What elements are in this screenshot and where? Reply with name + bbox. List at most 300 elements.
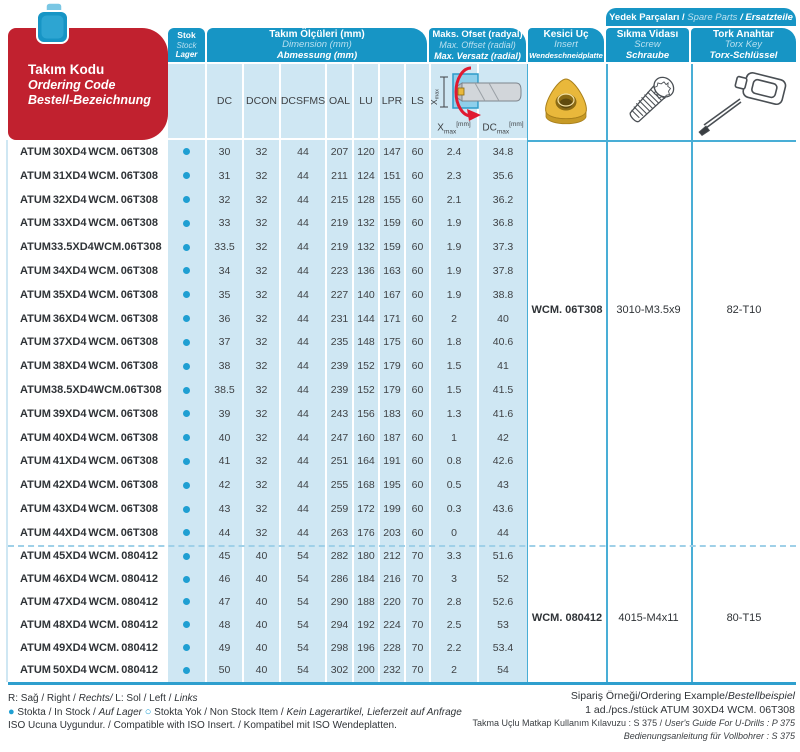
cell-lpr: 175 bbox=[378, 331, 404, 355]
code-token: WCM. bbox=[88, 526, 119, 539]
cell-dcon: 32 bbox=[242, 140, 279, 164]
code-token: ATUM bbox=[20, 169, 51, 182]
cell-dcsfms: 54 bbox=[279, 636, 325, 659]
code-token: ATUM bbox=[20, 641, 51, 654]
col-header-dcon: DCON bbox=[242, 64, 279, 138]
code-token: 06T308 bbox=[120, 336, 158, 349]
cell-ls: 60 bbox=[404, 450, 429, 474]
cell-dcsfms: 44 bbox=[279, 259, 325, 283]
code-token: ATUM bbox=[20, 360, 51, 373]
cell-dc: 33 bbox=[205, 211, 242, 235]
cell-dcsfms: 54 bbox=[279, 659, 325, 682]
cell-lpr: 183 bbox=[378, 402, 404, 426]
cell-dcmax: 38.8 bbox=[477, 283, 527, 307]
tool-code bbox=[8, 331, 168, 355]
cell-dcsfms: 44 bbox=[279, 521, 325, 545]
cell-dcsfms: 44 bbox=[279, 140, 325, 164]
cell-lu: 152 bbox=[352, 354, 378, 378]
table-row bbox=[8, 590, 527, 613]
cell-lu: 132 bbox=[352, 235, 378, 259]
stock-cell bbox=[168, 426, 205, 450]
code-token: 080412 bbox=[121, 550, 158, 563]
code-token: WCM. bbox=[88, 169, 119, 182]
table-body bbox=[8, 140, 527, 682]
cell-lpr: 179 bbox=[378, 354, 404, 378]
group1-insert-code: WCM. 06T308 bbox=[531, 304, 603, 316]
cell-oal: 247 bbox=[325, 426, 352, 450]
code-token: 37XD4 bbox=[52, 336, 87, 349]
code-token: ATUM bbox=[20, 595, 51, 608]
tool-code bbox=[8, 613, 168, 636]
cell-xmax: 2.8 bbox=[429, 590, 477, 613]
cell-dcmax: 52.6 bbox=[477, 590, 527, 613]
cell-dcsfms: 44 bbox=[279, 497, 325, 521]
code-token: 50XD4 bbox=[53, 664, 87, 677]
cell-lu: 176 bbox=[352, 521, 378, 545]
cell-dcmax: 51.6 bbox=[477, 545, 527, 568]
cell-lu: 172 bbox=[352, 497, 378, 521]
cell-dcsfms: 54 bbox=[279, 545, 325, 568]
table-row bbox=[8, 211, 527, 235]
cell-lu: 184 bbox=[352, 568, 378, 591]
in-stock-dot-icon bbox=[183, 148, 190, 155]
panel-divider bbox=[606, 64, 608, 682]
cell-dcmax: 35.6 bbox=[477, 164, 527, 188]
code-token: WCM. bbox=[88, 664, 120, 677]
cell-lu: 128 bbox=[352, 188, 378, 212]
code-token: WCM. bbox=[93, 384, 125, 397]
code-token: WCM. bbox=[88, 336, 119, 349]
code-token: WCM. bbox=[88, 288, 119, 301]
table-row bbox=[8, 613, 527, 636]
cell-oal: 219 bbox=[325, 235, 352, 259]
code-token: WCM. bbox=[88, 595, 120, 608]
code-token: WCM. bbox=[88, 360, 119, 373]
in-stock-dot-icon bbox=[183, 339, 190, 346]
code-token: 45XD4 bbox=[53, 550, 87, 563]
code-token: ATUM bbox=[20, 241, 51, 254]
cell-oal: 211 bbox=[325, 164, 352, 188]
col-header-lpr: LPR bbox=[378, 64, 404, 138]
cell-dcmax: 54 bbox=[477, 659, 527, 682]
cell-lpr: 228 bbox=[378, 636, 404, 659]
catalog-table bbox=[8, 8, 796, 684]
cell-ls: 60 bbox=[404, 211, 429, 235]
cell-lpr: 199 bbox=[378, 497, 404, 521]
cell-dc: 49 bbox=[205, 636, 242, 659]
dimensions-header-en: Dimension (mm) bbox=[282, 39, 352, 51]
cell-lpr: 212 bbox=[378, 545, 404, 568]
tool-code bbox=[8, 188, 168, 212]
code-token: ATUM bbox=[20, 407, 51, 420]
cell-dcon: 32 bbox=[242, 450, 279, 474]
cell-oal: 219 bbox=[325, 211, 352, 235]
tool-code bbox=[8, 426, 168, 450]
cell-dc: 39 bbox=[205, 402, 242, 426]
cell-dcsfms: 44 bbox=[279, 426, 325, 450]
cell-lpr: 155 bbox=[378, 188, 404, 212]
group1-screw-code: 3010-M3.5x9 bbox=[616, 304, 681, 316]
tool-code bbox=[8, 473, 168, 497]
cell-lu: 136 bbox=[352, 259, 378, 283]
code-token: 080412 bbox=[121, 641, 158, 654]
stock-cell bbox=[168, 235, 205, 259]
code-token: WCM. bbox=[88, 407, 119, 420]
table-left-edge bbox=[6, 140, 8, 682]
cell-xmax: 1 bbox=[429, 426, 477, 450]
in-stock-dot-icon bbox=[183, 434, 190, 441]
cell-dcsfms: 44 bbox=[279, 331, 325, 355]
table-row bbox=[8, 545, 527, 568]
code-token: ATUM bbox=[20, 455, 51, 468]
cell-lpr: 232 bbox=[378, 659, 404, 682]
cell-xmax: 2.3 bbox=[429, 164, 477, 188]
cell-oal: 259 bbox=[325, 497, 352, 521]
cell-dcsfms: 54 bbox=[279, 568, 325, 591]
code-token: ATUM bbox=[20, 431, 51, 444]
svg-text:Xmax: Xmax bbox=[429, 88, 441, 105]
in-stock-dot-icon bbox=[183, 220, 190, 227]
tool-code bbox=[8, 636, 168, 659]
cell-dc: 34 bbox=[205, 259, 242, 283]
cell-oal: 282 bbox=[325, 545, 352, 568]
cell-ls: 60 bbox=[404, 521, 429, 545]
cell-dcon: 32 bbox=[242, 164, 279, 188]
cell-dc: 48 bbox=[205, 613, 242, 636]
cell-dcmax: 34.8 bbox=[477, 140, 527, 164]
in-stock-dot-icon bbox=[183, 621, 190, 628]
table-row bbox=[8, 140, 527, 164]
spare-parts-bar bbox=[606, 8, 796, 26]
dimensions-header-de: Abmessung (mm) bbox=[276, 49, 358, 61]
cell-oal: 227 bbox=[325, 283, 352, 307]
footer-line: R: Sağ / Right / Rechts/ L: Sol / Left / Links bbox=[8, 693, 198, 704]
tool-code bbox=[8, 211, 168, 235]
table-row bbox=[8, 354, 527, 378]
stock-cell bbox=[168, 613, 205, 636]
cell-dcsfms: 54 bbox=[279, 590, 325, 613]
code-token: 06T308 bbox=[120, 526, 158, 539]
cell-dcsfms: 44 bbox=[279, 354, 325, 378]
in-stock-dot-icon bbox=[183, 363, 190, 370]
stock-cell bbox=[168, 473, 205, 497]
code-token: 06T308 bbox=[124, 241, 162, 254]
code-token: 06T308 bbox=[120, 193, 158, 206]
cell-ls: 60 bbox=[404, 497, 429, 521]
code-token: 33.5XD4 bbox=[50, 241, 94, 254]
table-row bbox=[8, 568, 527, 591]
cell-lu: 168 bbox=[352, 473, 378, 497]
tool-code bbox=[8, 283, 168, 307]
tool-code bbox=[8, 590, 168, 613]
cell-dcmax: 42 bbox=[477, 426, 527, 450]
cell-dcmax: 41.5 bbox=[477, 378, 527, 402]
table-row bbox=[8, 659, 527, 682]
cell-xmax: 1.9 bbox=[429, 259, 477, 283]
cell-dcsfms: 44 bbox=[279, 307, 325, 331]
cell-dc: 40 bbox=[205, 426, 242, 450]
cell-dcon: 32 bbox=[242, 307, 279, 331]
cell-lpr: 147 bbox=[378, 140, 404, 164]
code-token: ATUM bbox=[20, 526, 51, 539]
cell-lu: 148 bbox=[352, 331, 378, 355]
stock-cell bbox=[168, 307, 205, 331]
cell-xmax: 0 bbox=[429, 521, 477, 545]
cell-dcsfms: 44 bbox=[279, 402, 325, 426]
table-row bbox=[8, 331, 527, 355]
cell-dc: 31 bbox=[205, 164, 242, 188]
code-token: ATUM bbox=[20, 550, 51, 563]
cell-xmax: 1.9 bbox=[429, 283, 477, 307]
stock-cell bbox=[168, 497, 205, 521]
cell-dc: 33.5 bbox=[205, 235, 242, 259]
code-token: WCM. bbox=[88, 618, 120, 631]
panel-divider bbox=[691, 64, 693, 682]
table-row bbox=[8, 378, 527, 402]
cell-oal: 302 bbox=[325, 659, 352, 682]
cell-lpr: 167 bbox=[378, 283, 404, 307]
footer-line: ● Stokta / In Stock / Auf Lager ○ Stokta Yok / Non Stock Item / Kein Lagerartikel, Lieferzeit auf Anfrage bbox=[8, 705, 462, 718]
stock-cell bbox=[168, 568, 205, 591]
cell-dcon: 40 bbox=[242, 590, 279, 613]
cell-oal: 255 bbox=[325, 473, 352, 497]
cell-dc: 44 bbox=[205, 521, 242, 545]
cell-ls: 60 bbox=[404, 354, 429, 378]
cell-dcmax: 43.6 bbox=[477, 497, 527, 521]
cell-oal: 207 bbox=[325, 140, 352, 164]
in-stock-dot-icon bbox=[183, 576, 190, 583]
cell-lpr: 203 bbox=[378, 521, 404, 545]
cell-dcsfms: 44 bbox=[279, 473, 325, 497]
max-offset-header bbox=[429, 28, 526, 62]
footer-line: ISO Ucuna Uygundur. / Compatible with ISO Insert. / Kompatibel mit ISO Wendeplatten. bbox=[8, 720, 397, 731]
cell-lpr: 216 bbox=[378, 568, 404, 591]
insert-header-en: Insert bbox=[554, 39, 578, 51]
code-token: 44XD4 bbox=[52, 526, 87, 539]
table-row bbox=[8, 636, 527, 659]
cell-ls: 70 bbox=[404, 568, 429, 591]
code-token: 39XD4 bbox=[52, 407, 87, 420]
in-stock-dot-icon bbox=[183, 458, 190, 465]
cell-lu: 156 bbox=[352, 402, 378, 426]
ordering-code-header bbox=[8, 28, 168, 140]
code-token: ATUM bbox=[20, 336, 51, 349]
stock-cell bbox=[168, 331, 205, 355]
code-token: WCM. bbox=[88, 479, 119, 492]
cell-dc: 45 bbox=[205, 545, 242, 568]
cell-dcsfms: 44 bbox=[279, 188, 325, 212]
cell-dcon: 32 bbox=[242, 235, 279, 259]
cell-xmax: 1.3 bbox=[429, 402, 477, 426]
cell-lu: 140 bbox=[352, 283, 378, 307]
code-token: ATUM bbox=[20, 264, 51, 277]
cell-lpr: 163 bbox=[378, 259, 404, 283]
cell-ls: 70 bbox=[404, 590, 429, 613]
group-separator bbox=[8, 545, 796, 547]
screw-header-de: Schraube bbox=[625, 49, 670, 61]
cell-dcon: 32 bbox=[242, 211, 279, 235]
dimensions-header bbox=[207, 28, 427, 62]
code-token: WCM. bbox=[88, 641, 120, 654]
code-token: ATUM bbox=[20, 503, 51, 516]
cell-lu: 120 bbox=[352, 140, 378, 164]
in-stock-dot-icon bbox=[183, 291, 190, 298]
cell-dcmax: 40.6 bbox=[477, 331, 527, 355]
cell-dcon: 40 bbox=[242, 636, 279, 659]
code-token: 06T308 bbox=[120, 479, 158, 492]
code-token: 47XD4 bbox=[53, 595, 87, 608]
tool-code bbox=[8, 521, 168, 545]
insert-header-de: Wendeschneidplatte bbox=[529, 50, 603, 60]
cell-xmax: 0.3 bbox=[429, 497, 477, 521]
tool-code bbox=[8, 307, 168, 331]
tool-code bbox=[8, 497, 168, 521]
tool-code bbox=[8, 450, 168, 474]
cell-ls: 60 bbox=[404, 140, 429, 164]
cell-dcon: 32 bbox=[242, 497, 279, 521]
code-token: 36XD4 bbox=[52, 312, 87, 325]
cell-dcon: 40 bbox=[242, 613, 279, 636]
cell-dc: 47 bbox=[205, 590, 242, 613]
cell-ls: 70 bbox=[404, 545, 429, 568]
stock-header-en: Stock bbox=[176, 40, 197, 50]
cell-oal: 215 bbox=[325, 188, 352, 212]
cell-lpr: 191 bbox=[378, 450, 404, 474]
tool-code bbox=[8, 402, 168, 426]
code-token: WCM. bbox=[88, 145, 119, 158]
cell-ls: 70 bbox=[404, 613, 429, 636]
cell-lu: 144 bbox=[352, 307, 378, 331]
cell-dcmax: 53 bbox=[477, 613, 527, 636]
torx-header-en: Torx Key bbox=[724, 39, 763, 51]
cell-lu: 188 bbox=[352, 590, 378, 613]
footer-line: 1 ad./pcs./stück ATUM 30XD4 WCM. 06T308 bbox=[585, 703, 795, 716]
cell-oal: 294 bbox=[325, 613, 352, 636]
cell-lu: 124 bbox=[352, 164, 378, 188]
cell-lpr: 220 bbox=[378, 590, 404, 613]
tool-code bbox=[8, 259, 168, 283]
cell-oal: 235 bbox=[325, 331, 352, 355]
code-token: 06T308 bbox=[120, 145, 158, 158]
code-token: WCM. bbox=[88, 264, 119, 277]
cell-ls: 60 bbox=[404, 307, 429, 331]
tool-code bbox=[8, 235, 168, 259]
cell-ls: 60 bbox=[404, 402, 429, 426]
code-token: 080412 bbox=[121, 595, 158, 608]
cell-xmax: 1.9 bbox=[429, 235, 477, 259]
cell-dcmax: 44 bbox=[477, 521, 527, 545]
col-header-dc: DC bbox=[205, 64, 242, 138]
cell-ls: 60 bbox=[404, 473, 429, 497]
tool-code bbox=[8, 378, 168, 402]
in-stock-dot-icon bbox=[183, 196, 190, 203]
cell-xmax: 3 bbox=[429, 568, 477, 591]
cell-dcmax: 41 bbox=[477, 354, 527, 378]
spare-parts-label-de: / Ersatzteile bbox=[737, 11, 793, 23]
insert-image bbox=[534, 76, 598, 130]
cell-ls: 60 bbox=[404, 426, 429, 450]
col-header-dcmax: $DC_{max}[mm]$ bbox=[477, 64, 527, 138]
cell-dcmax: 40 bbox=[477, 307, 527, 331]
in-stock-dot-icon bbox=[183, 553, 190, 560]
screw-column-header bbox=[606, 28, 689, 62]
cell-dc: 43 bbox=[205, 497, 242, 521]
in-stock-dot-icon bbox=[183, 506, 190, 513]
cell-dc: 42 bbox=[205, 473, 242, 497]
insert-column-header bbox=[528, 28, 604, 62]
group2-insert-code: WCM. 080412 bbox=[531, 612, 603, 624]
in-stock-dot-icon bbox=[183, 172, 190, 179]
code-token: 49XD4 bbox=[53, 641, 87, 654]
cell-dcmax: 37.3 bbox=[477, 235, 527, 259]
cell-dcon: 32 bbox=[242, 426, 279, 450]
spare-parts-panel bbox=[527, 64, 796, 682]
spare-parts-label-en: Spare Parts bbox=[687, 11, 738, 23]
code-token: 06T308 bbox=[120, 360, 158, 373]
cell-oal: 263 bbox=[325, 521, 352, 545]
col-header-lu: LU bbox=[352, 64, 378, 138]
cell-oal: 239 bbox=[325, 378, 352, 402]
cell-dcon: 32 bbox=[242, 521, 279, 545]
cell-dcon: 40 bbox=[242, 568, 279, 591]
screw-image bbox=[614, 70, 684, 136]
cell-xmax: 2.1 bbox=[429, 188, 477, 212]
cell-dcon: 32 bbox=[242, 473, 279, 497]
code-token: 06T308 bbox=[120, 169, 158, 182]
in-stock-dot-icon bbox=[183, 482, 190, 489]
cell-dcmax: 43 bbox=[477, 473, 527, 497]
table-row bbox=[8, 307, 527, 331]
cell-ls: 70 bbox=[404, 636, 429, 659]
in-stock-dot-icon bbox=[183, 667, 190, 674]
cell-ls: 60 bbox=[404, 259, 429, 283]
code-token: WCM. bbox=[88, 193, 119, 206]
code-token: ATUM bbox=[20, 145, 51, 158]
cell-dcsfms: 44 bbox=[279, 164, 325, 188]
code-token: ATUM bbox=[20, 312, 51, 325]
cell-xmax: 2.5 bbox=[429, 613, 477, 636]
code-token: 31XD4 bbox=[52, 169, 87, 182]
cell-ls: 60 bbox=[404, 378, 429, 402]
cell-dcmax: 53.4 bbox=[477, 636, 527, 659]
table-row bbox=[8, 450, 527, 474]
cell-dcon: 32 bbox=[242, 283, 279, 307]
cell-dcon: 32 bbox=[242, 188, 279, 212]
table-row bbox=[8, 259, 527, 283]
code-token: 42XD4 bbox=[52, 479, 87, 492]
code-token: 33XD4 bbox=[52, 217, 87, 230]
code-token: 06T308 bbox=[120, 431, 158, 444]
cell-lpr: 159 bbox=[378, 211, 404, 235]
code-token: 38.5XD4 bbox=[50, 384, 94, 397]
stock-subcell bbox=[168, 64, 205, 138]
tool-code bbox=[8, 354, 168, 378]
code-token: 46XD4 bbox=[53, 573, 87, 586]
stock-cell bbox=[168, 450, 205, 474]
stock-cell bbox=[168, 140, 205, 164]
cell-dcsfms: 44 bbox=[279, 235, 325, 259]
group1-torx-code: 82-T10 bbox=[726, 304, 762, 316]
code-token: 32XD4 bbox=[52, 193, 87, 206]
cell-ls: 60 bbox=[404, 164, 429, 188]
screw-header-tr: Sıkma Vidası bbox=[616, 28, 679, 40]
code-token: 06T308 bbox=[120, 312, 158, 325]
cell-oal: 243 bbox=[325, 402, 352, 426]
stock-cell bbox=[168, 188, 205, 212]
cell-dcon: 40 bbox=[242, 545, 279, 568]
code-token: WCM. bbox=[88, 550, 120, 563]
stock-cell bbox=[168, 636, 205, 659]
